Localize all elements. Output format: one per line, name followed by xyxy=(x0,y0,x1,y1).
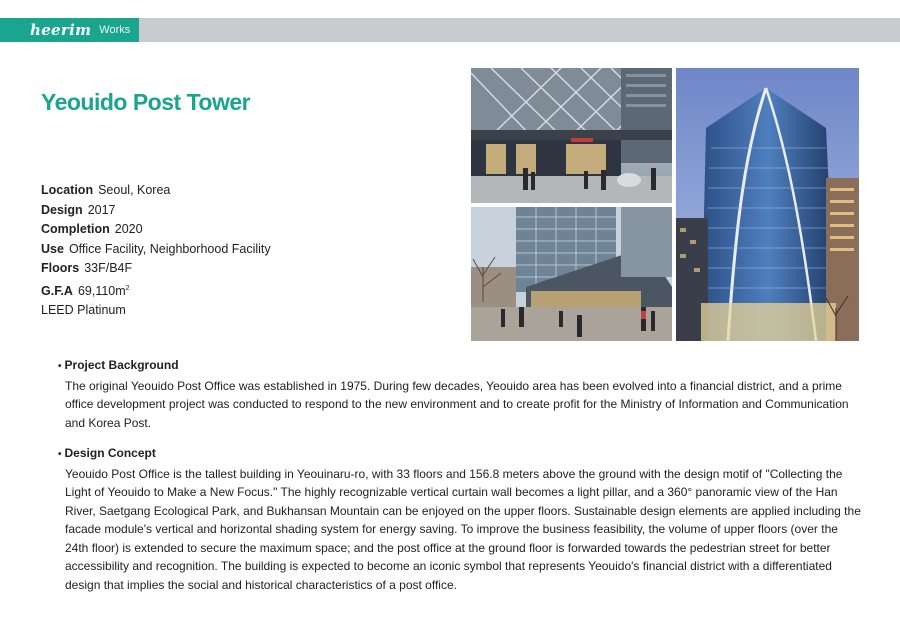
spec-label: Use xyxy=(41,241,64,256)
spec-location xyxy=(41,181,271,201)
project-specs xyxy=(41,181,271,321)
spec-value: 2017 xyxy=(87,202,116,217)
spec-value: Office Facility, Neighborhood Facility xyxy=(68,241,271,256)
photo-street-view xyxy=(471,207,672,341)
section-heading xyxy=(58,356,864,377)
spec-use xyxy=(41,240,271,260)
project-description xyxy=(58,356,864,606)
spec-label: Completion xyxy=(41,222,110,236)
spec-completion xyxy=(41,220,271,240)
section-heading-text: Project Background xyxy=(64,358,179,372)
spec-design xyxy=(41,201,271,221)
gfa-unit-superscript: 2 xyxy=(125,284,130,292)
project-title: Yeouido Post Tower xyxy=(41,89,251,115)
spec-label: Design xyxy=(41,202,83,217)
spec-gfa xyxy=(41,279,271,302)
section-project-background xyxy=(58,356,864,432)
spec-label: G.F.A xyxy=(41,283,73,298)
spec-value: 69,110m xyxy=(77,283,126,298)
section-body: The original Yeouido Post Office was established in 1975. During few decades, Yeouido area has been evolved into a financial district, and a prime office development project was conducted to respond to the new environment and to create profit for the Ministry of Information and Communication and Korea Post. xyxy=(65,378,849,430)
spec-value: 33F/B4F xyxy=(84,261,133,275)
spec-label: Location xyxy=(41,183,94,197)
bullet-icon: • xyxy=(58,361,62,372)
section-heading xyxy=(58,444,864,465)
photo-entrance-plaza xyxy=(471,68,672,203)
brand-section-label: Works xyxy=(99,24,131,36)
photo-tower-dusk xyxy=(676,68,859,341)
section-body: Yeouido Post Office is the tallest building in Yeouinaru-ro, with 33 floors and 156.8 meters above the ground with the design motif of "Collecting the Light of Yeouido to Make a New Focus." The highly recognizable vertical curtain wall becomes a light pillar, and a 360° panoramic view of the Han River, Saetgang Ecological Park, and Bukhansan Mountain can be enjoyed on the upper floors. Sustainable design elements are applied including the facade module's vertical and horizontal shading system for energy saving. To improve the business feasibility, the volume of upper floors (over the 24th floor) is extended to secure the maximum space; and the post office at the ground floor is forwarded towards the pedestrian street for better accessibility and recognition. The building is expected to become an iconic symbol that represents Yeouido's financial district with a differentiated design that implies the social and historical characteristics of a post office. xyxy=(65,466,861,592)
brand-tab xyxy=(0,18,139,42)
spec-certification: LEED Platinum xyxy=(41,303,126,318)
section-design-concept xyxy=(58,444,864,594)
brand-logo: heerim xyxy=(30,21,92,39)
spec-label: Floors xyxy=(41,261,80,275)
section-heading-text: Design Concept xyxy=(64,446,156,460)
bullet-icon: • xyxy=(58,449,62,460)
spec-value: Seoul, Korea xyxy=(98,183,171,197)
spec-floors xyxy=(41,259,271,279)
spec-value: 2020 xyxy=(114,222,143,236)
